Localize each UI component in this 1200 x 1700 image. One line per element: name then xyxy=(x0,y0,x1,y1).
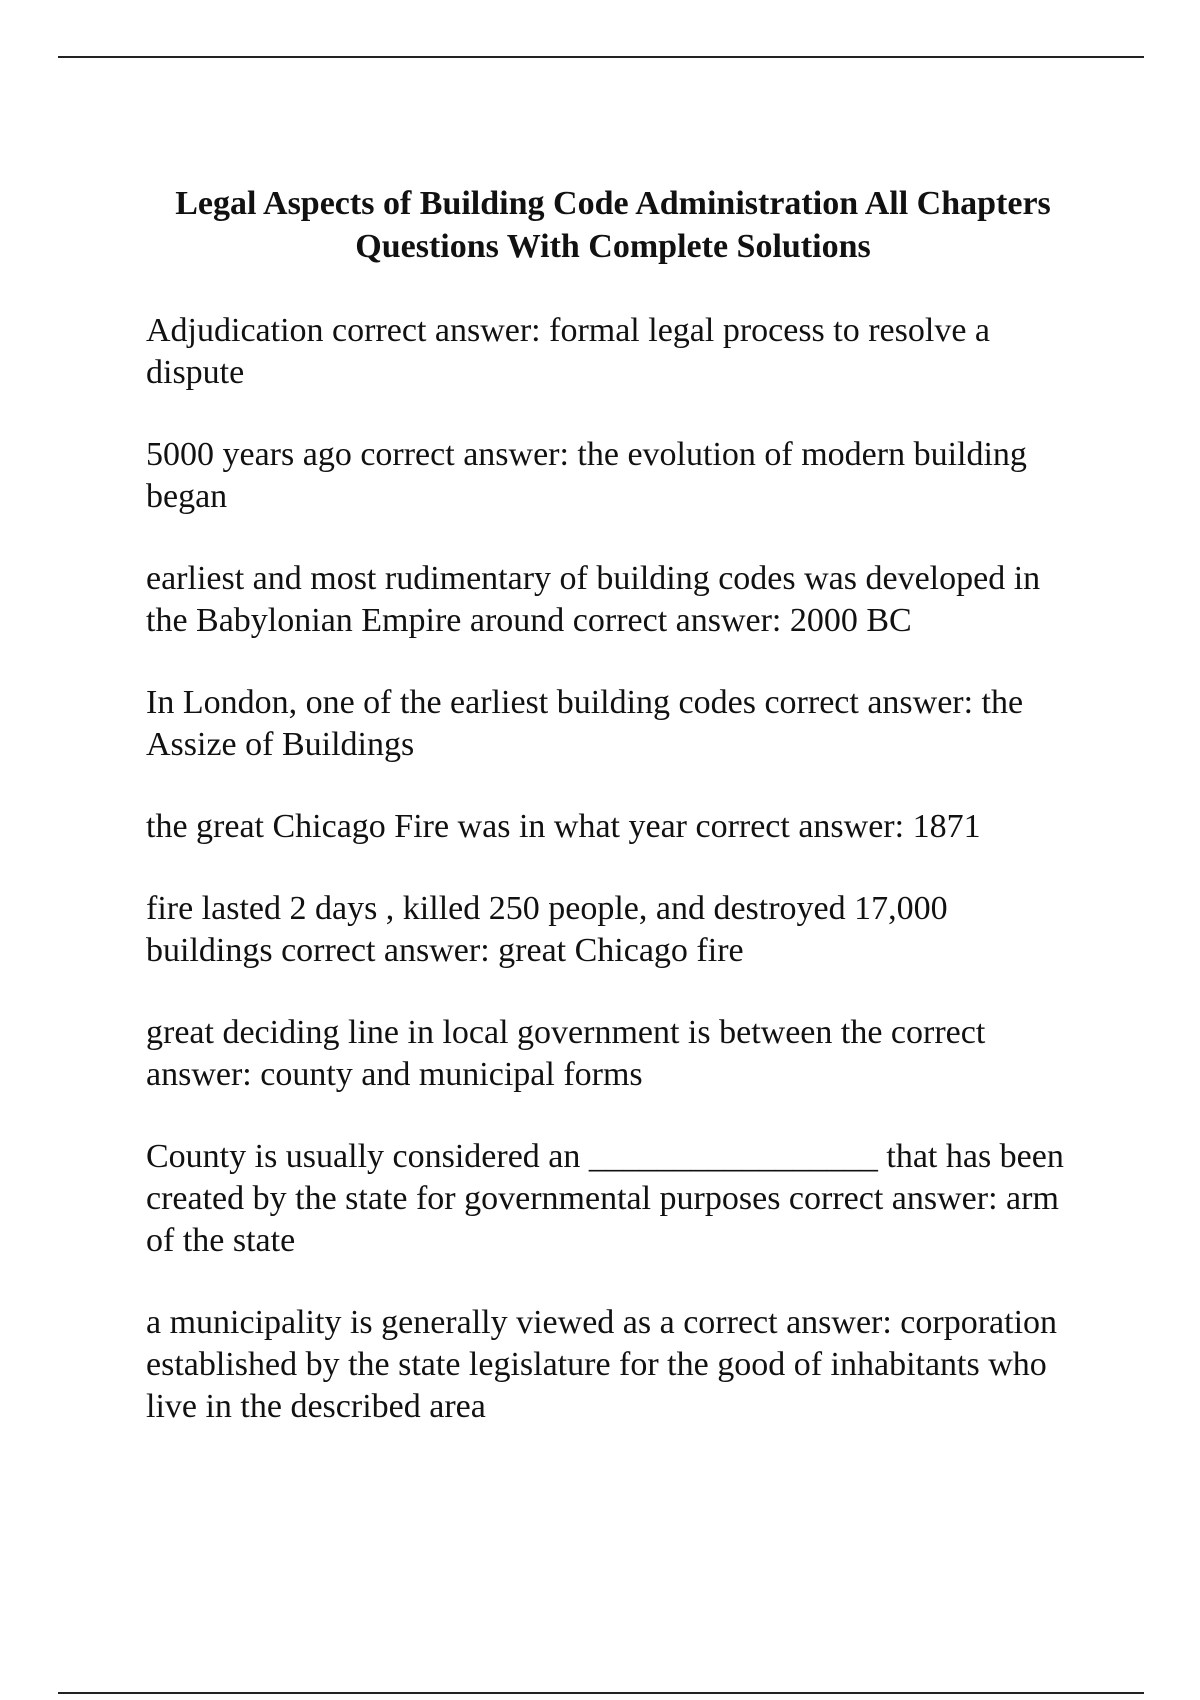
qa-item: great deciding line in local government is between the correct answer: county and municipal forms xyxy=(146,1014,986,1093)
qa-item: a municipality is generally viewed as a correct answer: corporation established by the state legislature for the good of inhabitants who live in the described area xyxy=(146,1304,1058,1425)
qa-item: earliest and most rudimentary of building codes was developed in the Babylonian Empire around correct answer: 2000 BC xyxy=(146,560,1041,639)
qa-item: County is usually considered an _________________ that has been created by the state for governmental purposes correct answer: arm of the state xyxy=(146,1138,1064,1259)
qa-item: the great Chicago Fire was in what year correct answer: 1871 xyxy=(146,808,981,845)
top-rule xyxy=(58,56,1144,58)
document-title: Legal Aspects of Building Code Administration All Chapters Questions With Complete Solutions xyxy=(175,185,1051,265)
document-body xyxy=(146,182,1080,1468)
qa-item: Adjudication correct answer: formal legal process to resolve a dispute xyxy=(146,312,991,391)
qa-item: 5000 years ago correct answer: the evolution of modern building began xyxy=(146,436,1027,515)
qa-item: In London, one of the earliest building codes correct answer: the Assize of Buildings xyxy=(146,684,1024,763)
qa-item: fire lasted 2 days , killed 250 people, and destroyed 17,000 buildings correct answer: great Chicago fire xyxy=(146,890,948,969)
bottom-rule xyxy=(58,1692,1144,1694)
